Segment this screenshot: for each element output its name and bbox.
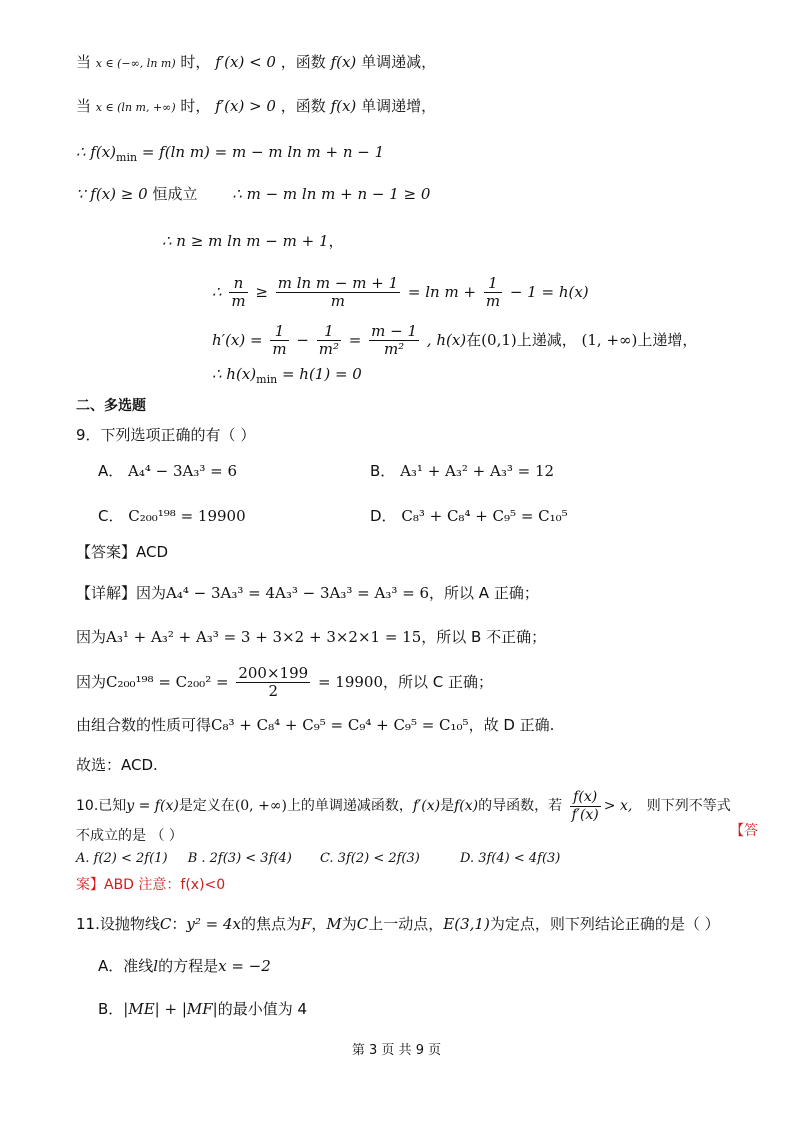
math: f(x) [454,798,479,814]
math: f(x) [330,97,357,115]
math-subscript: min [256,373,278,386]
math: |ME| + |MF| [123,1000,218,1018]
text: ： [171,915,187,933]
math: C [356,915,369,933]
numerator: 1 [317,323,341,341]
math: = f(ln m) = m − m ln m + n − 1 [137,143,385,161]
q9-option-d [370,506,568,526]
text: 【答 [730,823,758,839]
text: 二、多选题 [76,398,146,414]
q10-line2 [76,826,183,846]
option-d: D. 3f(4) < 4f(3) [459,851,561,866]
text: 时， [180,97,211,115]
line-2 [76,96,436,118]
math: ∵ f(x) ≥ 0 [76,185,148,203]
text: 是定义在 [178,798,235,814]
math: = h(1) = 0 [277,365,362,383]
text: 的焦点为 [240,915,301,933]
math: ∴ h(x) [212,365,257,383]
denominator: m [231,292,246,310]
denominator: m [485,292,501,310]
math: A₃¹ + A₃² + A₃³ = 12 [400,462,555,480]
numerator: n [229,275,247,293]
text: 9．下列选项正确的有（ ） [76,426,256,444]
q11-option-b [98,999,307,1019]
text: 故选：ACD. [76,756,158,774]
text: 时， [180,53,211,71]
math: (0, +∞) [234,798,287,814]
numerator: f(x) [570,789,601,807]
text: ，所以 C 正确； [383,673,494,691]
math: (0,1) [481,331,517,349]
math: > x, [603,798,633,814]
text: 因为 [76,673,107,691]
math: y² = 4x [186,915,241,933]
math: x ∈ (−∞, ln m) [95,57,176,70]
q10-options [76,849,560,869]
option-letter: A． [98,462,124,480]
math: (1, +∞) [581,331,638,349]
fraction [484,275,502,310]
fraction [570,789,601,824]
text: 【答案】ACD [76,543,169,561]
math: − 1 = h(x) [509,283,589,301]
math: f′(x) < 0 [215,53,276,71]
text: 在 [466,331,482,349]
math: A₄⁴ − 3A₃³ = 4A₃³ − 3A₃³ = A₃³ = 6 [166,584,430,602]
text: ，函数 [280,53,326,71]
numerator: m ln m − m + 1 [277,274,399,292]
math: = ln m + [407,283,477,301]
line-8 [212,364,362,390]
numerator: m − 1 [371,322,417,340]
text: ，所以 A 正确； [429,584,539,602]
line-5 [162,231,344,251]
option-b: B . 2f(3) < 3f(4) [187,851,292,866]
math: C₂₀₀¹⁹⁸ = 19900 [128,507,246,525]
q9-option-b [370,461,554,481]
text: 为 [341,915,357,933]
q9-detail-c [76,662,493,702]
option-letter: D． [370,507,397,525]
option-letter: C． [98,507,124,525]
math: − [296,331,309,349]
denominator: 2 [268,682,279,700]
page-footer [0,1041,793,1061]
numerator: 1 [484,275,502,293]
denominator: m² [383,340,405,358]
option-a: A. f(2) < 2f(1) [76,851,168,866]
fraction [317,323,341,358]
text: A．准线 [98,957,154,975]
question-9 [76,425,255,445]
text: B． [98,1000,124,1018]
math: C [159,915,172,933]
text: 的导函数，若 [478,798,563,814]
text: 的最小值为 4 [217,1000,308,1018]
fraction [369,323,419,358]
line-1 [76,52,436,74]
math: h′(x) = [212,331,263,349]
text: 为定点，则下列结论正确的是（ ） [489,915,720,933]
line-6 [212,272,589,312]
text: 因为 [76,628,107,646]
fraction [236,665,310,700]
math: E(3,1) [443,915,490,933]
numerator: 1 [270,323,288,341]
line-4 [76,184,430,204]
section-heading [76,396,146,416]
text: ，函数 [280,97,326,115]
math: = 19900 [317,673,384,691]
text: 上递减， [516,331,577,349]
text: 【详解】因为 [76,584,167,602]
text: 是 [440,798,455,814]
math: , h(x) [426,331,467,349]
math: x = −2 [218,957,271,975]
fraction [276,275,400,310]
q9-conclusion [76,755,158,775]
q9-detail-a [76,583,539,603]
denominator: m [330,292,346,310]
text: 11.设抛物线 [76,915,160,933]
q9-options-ab [98,461,237,481]
question-11 [76,914,720,934]
text: 由组合数的性质可得 [76,716,212,734]
q11-option-a [98,956,271,976]
q9-answer [76,542,168,562]
math: l [153,957,159,975]
math: f′(x) [412,798,441,814]
math: C₂₀₀¹⁹⁸ = C₂₀₀² = [106,673,229,691]
fraction [270,323,288,358]
math: A₃¹ + A₃² + A₃³ = 3 + 3×2 + 3×2×1 = 15 [106,628,422,646]
math: y = f(x) [126,798,179,814]
option-letter: B． [370,462,396,480]
text: ， [311,915,327,933]
denominator: m [272,340,287,358]
fraction [229,275,247,310]
math: = [348,331,362,349]
text: ，所以 B 不正确； [421,628,547,646]
text: 的方程是 [158,957,219,975]
text: ，故 D 正确. [468,716,555,734]
line-7 [212,320,697,360]
math: ∴ [212,283,222,301]
math-subscript: min [116,151,138,164]
text: 上递增， [637,331,698,349]
math: ∴ f(x) [76,143,117,161]
text: ， [328,232,344,250]
text: 单调递增， [361,97,437,115]
math: M [326,915,342,933]
text: 则下列不等式 [646,798,731,814]
math: C₈³ + C₈⁴ + C₉⁵ = C₁₀⁵ [401,507,568,525]
text: 上一动点， [368,915,444,933]
q10-answer-start [730,821,758,841]
question-10 [76,786,731,826]
text: 案】ABD 注意：f(x)<0 [76,877,226,893]
math: ∴ n ≥ m ln m − m + 1 [162,232,329,250]
math: ≥ [255,283,268,301]
option-c: C. 3f(2) < 2f(3) [319,851,420,866]
math: x ∈ (ln m, +∞) [95,101,176,114]
text: 单调递减， [361,53,437,71]
text: 上的单调递减函数， [286,798,413,814]
math: A₄⁴ − 3A₃³ = 6 [128,462,238,480]
q10-answer [76,875,225,895]
math: ∴ m − m ln m + n − 1 ≥ 0 [232,185,431,203]
denominator: m² [318,340,339,358]
math: f′(x) > 0 [215,97,276,115]
text: 10.已知 [76,798,127,814]
page-number: 第 3 页 共 9 页 [351,1043,442,1058]
math: f(x) [330,53,357,71]
q9-option-c [98,506,246,526]
text: 当 [76,53,92,71]
text: 当 [76,97,92,115]
math: F [300,915,312,933]
denominator: f′(x) [571,806,599,823]
math: C₈³ + C₈⁴ + C₉⁵ = C₉⁴ + C₉⁵ = C₁₀⁵ [211,716,469,734]
line-3 [76,142,384,168]
text: 不成立的是 （ ） [76,828,183,844]
numerator: 200×199 [238,664,309,682]
text: 恒成立 [152,185,198,203]
q9-detail-d [76,715,554,735]
q9-detail-b [76,627,546,647]
